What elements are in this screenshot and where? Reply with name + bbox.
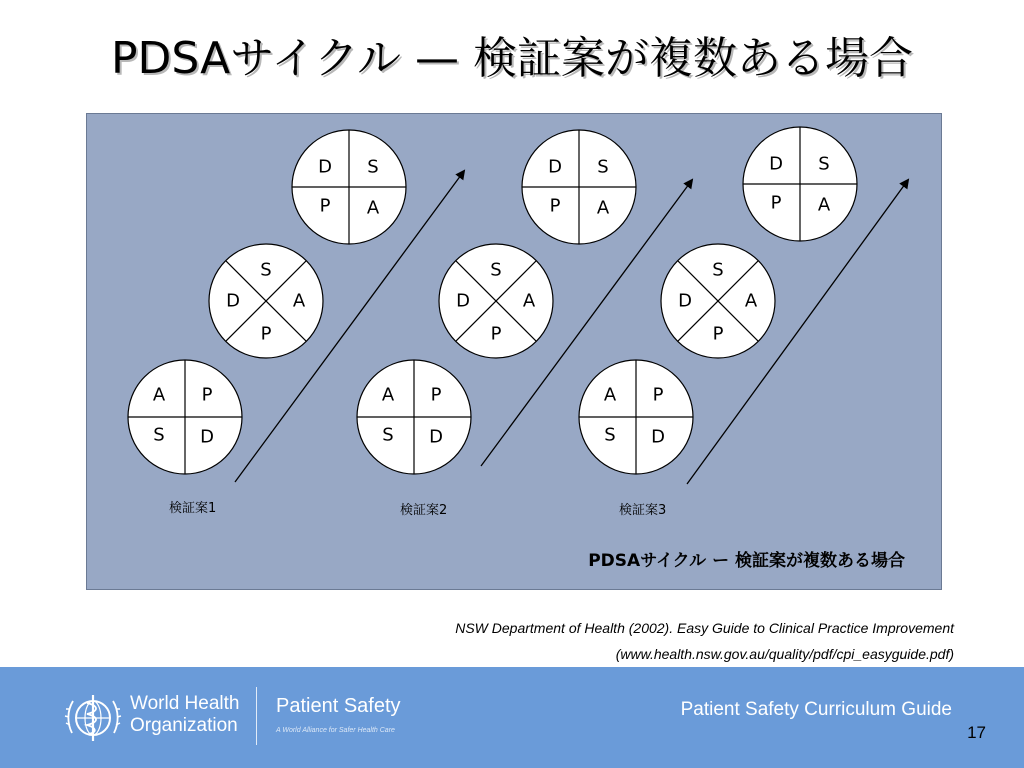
cycle-1-top-letter-tl: D	[318, 156, 332, 178]
patient-safety-title: Patient Safety	[276, 695, 401, 717]
cycle-1-middle-letter-top: S	[260, 259, 272, 281]
pdsa-diagram	[86, 113, 942, 590]
cycle-2-bottom-letter-tl: A	[381, 384, 395, 406]
cycle-1-middle-letter-bottom: P	[260, 323, 272, 345]
footer-divider	[256, 687, 257, 745]
cycle-2-middle-letter-left: D	[456, 290, 470, 312]
cycle-3-middle-letter-bottom: P	[712, 323, 724, 345]
cycle-1-bottom-letter-tr: P	[201, 384, 213, 406]
cycle-3-middle-letter-right: A	[744, 290, 758, 312]
cycle-3-bottom-letter-tl: A	[603, 384, 617, 406]
who-name-line-2: Organization	[130, 715, 238, 736]
cycle-3-top-letter-tl: D	[769, 153, 783, 175]
cycle-1-bottom-letter-bl: S	[153, 424, 165, 446]
who-name	[130, 693, 239, 737]
page-number: 17	[967, 723, 986, 742]
cycle-3-bottom-letter-tr: P	[652, 384, 664, 406]
cycle-3-top-letter-bl: P	[770, 192, 782, 214]
who-name-line-1: World Health	[130, 693, 240, 714]
guide-title: Patient Safety Curriculum Guide	[680, 699, 952, 720]
plan-label-2: 検証案2	[400, 503, 448, 518]
cycle-2-top-letter-br: A	[596, 197, 610, 219]
cycle-1-top-letter-bl: P	[319, 195, 331, 217]
diagram-caption: PDSAサイクル ー 検証案が複数ある場合	[588, 551, 905, 571]
cycle-2-bottom-letter-br: D	[429, 426, 443, 448]
cycle-2-top-letter-tr: S	[597, 156, 609, 178]
cycle-3-middle-letter-top: S	[712, 259, 724, 281]
footer-bar	[0, 667, 1024, 768]
pdsa-diagram-svg	[87, 114, 941, 589]
cycle-3-bottom-letter-bl: S	[604, 424, 616, 446]
plan-label-1: 検証案1	[169, 501, 217, 516]
citation-line-1: NSW Department of Health (2002). Easy Guide to Clinical Practice Improvement	[455, 620, 954, 636]
cycle-2-middle-letter-top: S	[490, 259, 502, 281]
cycle-1-top-letter-tr: S	[367, 156, 379, 178]
plan-label-3: 検証案3	[619, 503, 667, 518]
patient-safety-tagline: A World Alliance for Safer Health Care	[276, 727, 395, 734]
cycle-2-middle-letter-bottom: P	[490, 323, 502, 345]
who-emblem-icon	[64, 689, 122, 747]
cycle-3-middle-letter-left: D	[678, 290, 692, 312]
cycle-2-bottom-letter-bl: S	[382, 424, 394, 446]
cycle-1-middle-letter-right: A	[292, 290, 306, 312]
citation-line-2: (www.health.nsw.gov.au/quality/pdf/cpi_easyguide.pdf)	[615, 646, 954, 662]
cycle-2-top-letter-tl: D	[548, 156, 562, 178]
cycle-groups	[128, 127, 908, 484]
cycle-1-bottom-letter-tl: A	[152, 384, 166, 406]
slide-title: PDSAサイクル — 検証案が複数ある場合	[111, 33, 913, 84]
cycle-2-bottom-letter-tr: P	[430, 384, 442, 406]
cycle-3-top-letter-br: A	[817, 194, 831, 216]
cycle-1-middle-letter-left: D	[226, 290, 240, 312]
cycle-1-top-letter-br: A	[366, 197, 380, 219]
cycle-3-top-letter-tr: S	[818, 153, 830, 175]
cycle-2-top-letter-bl: P	[549, 195, 561, 217]
cycle-2-middle-letter-right: A	[522, 290, 536, 312]
cycle-3-bottom-letter-br: D	[651, 426, 665, 448]
cycle-1-bottom-letter-br: D	[200, 426, 214, 448]
